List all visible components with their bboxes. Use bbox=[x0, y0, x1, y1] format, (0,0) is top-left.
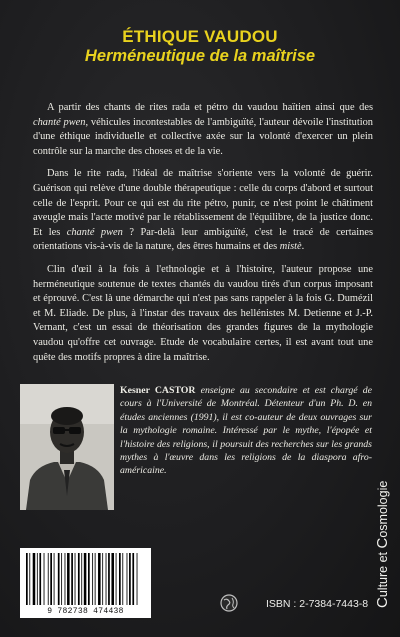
book-subtitle: Herméneutique de la maîtrise bbox=[84, 47, 316, 65]
author-name: Kesner CASTOR bbox=[120, 385, 196, 396]
blurb-emphasis: chanté pwen bbox=[66, 226, 123, 238]
blurb-paragraph-3: Clin d'œil à la fois à l'ethnologie et à l'histoire, l'auteur propose une herméneutique soutenue de textes chantés du vaudou tirés d'un corpus imposant et éprouvé. C'est là une démarche qui n'est pas sans rappeler à la fois G. Dumézil et M. Eliade. De plus, à l'instar des travaux des hellénistes M. Detienne et J.-P. Vernant, c'est un essai de théorisation des grandes figures de la mythologie vaudou qu'offre cet ouvrage. Etude de vocabulaire certes, il est avant tout une quête des motifs propres à dire la maîtrise. bbox=[33, 263, 373, 363]
globe-icon bbox=[220, 594, 238, 612]
author-bio-text: enseigne au secondaire et est chargé de cours à l'Université de Montréal. Détenteur d'un Ph. D. en études anciennes (1991), il est co-auteur de deux ouvrages sur la mythologie romaine. Intéressé par le mythe, l'épopée et l'histoire des religions, il poursuit des recherches sur les grands mythes à l'œuvre dans les religions de la diaspora afro-américaine. bbox=[120, 385, 372, 477]
collection-word: ulture et bbox=[376, 548, 390, 598]
blurb-paragraph-2 bbox=[33, 167, 373, 255]
collection-word: osmologie bbox=[376, 480, 390, 538]
collection-name bbox=[374, 481, 391, 608]
barcode-number: 9 782738 474438 bbox=[47, 607, 124, 616]
blurb-text: Dans le rite rada, l'idéal de maîtrise s'oriente vers la volonté de guérir. Guérison qui relève d'une double thérapeutique : celle du corps d'abord et surtout celle de l'esprit. Pour ce qui est du rite pétro, punir, ce n'est point le châtiment aveugle mais l'acte motivé par le rétablissement de l'équilibre, de la justice donc. Et les bbox=[33, 168, 373, 238]
book-title: ÉTHIQUE VAUDOU bbox=[122, 27, 278, 46]
blurb-paragraph-1 bbox=[33, 101, 373, 159]
blurb-emphasis: mistè bbox=[279, 241, 302, 253]
collection-initial: C bbox=[374, 537, 391, 549]
blurb-text: , véhicules incontestables de l'ambiguïté, l'auteur dévoile l'institution d'une éthique individuelle et collective axée sur la volonté d'exercer un plein contrôle sur la marche des choses et de la vie. bbox=[33, 116, 374, 157]
isbn: ISBN : 2-7384-7443-8 bbox=[266, 598, 369, 610]
blurb-text: . bbox=[301, 241, 305, 253]
author-bio bbox=[120, 384, 372, 478]
collection-initial: C bbox=[374, 597, 391, 608]
blurb-text: A partir des chants de rites rada et pétro du vaudou haïtien ainsi que des bbox=[47, 102, 373, 113]
blurb-emphasis: chanté pwen bbox=[33, 116, 86, 128]
barcode bbox=[20, 548, 151, 618]
author-photo bbox=[20, 384, 114, 510]
blurb-text: ? Par-delà leur ambiguïté, c'est le tracé de certaines orientations vis-à-vis de la nature, des êtres humains et des bbox=[33, 226, 373, 253]
blurb bbox=[33, 101, 373, 373]
barcode-bars bbox=[26, 553, 145, 605]
